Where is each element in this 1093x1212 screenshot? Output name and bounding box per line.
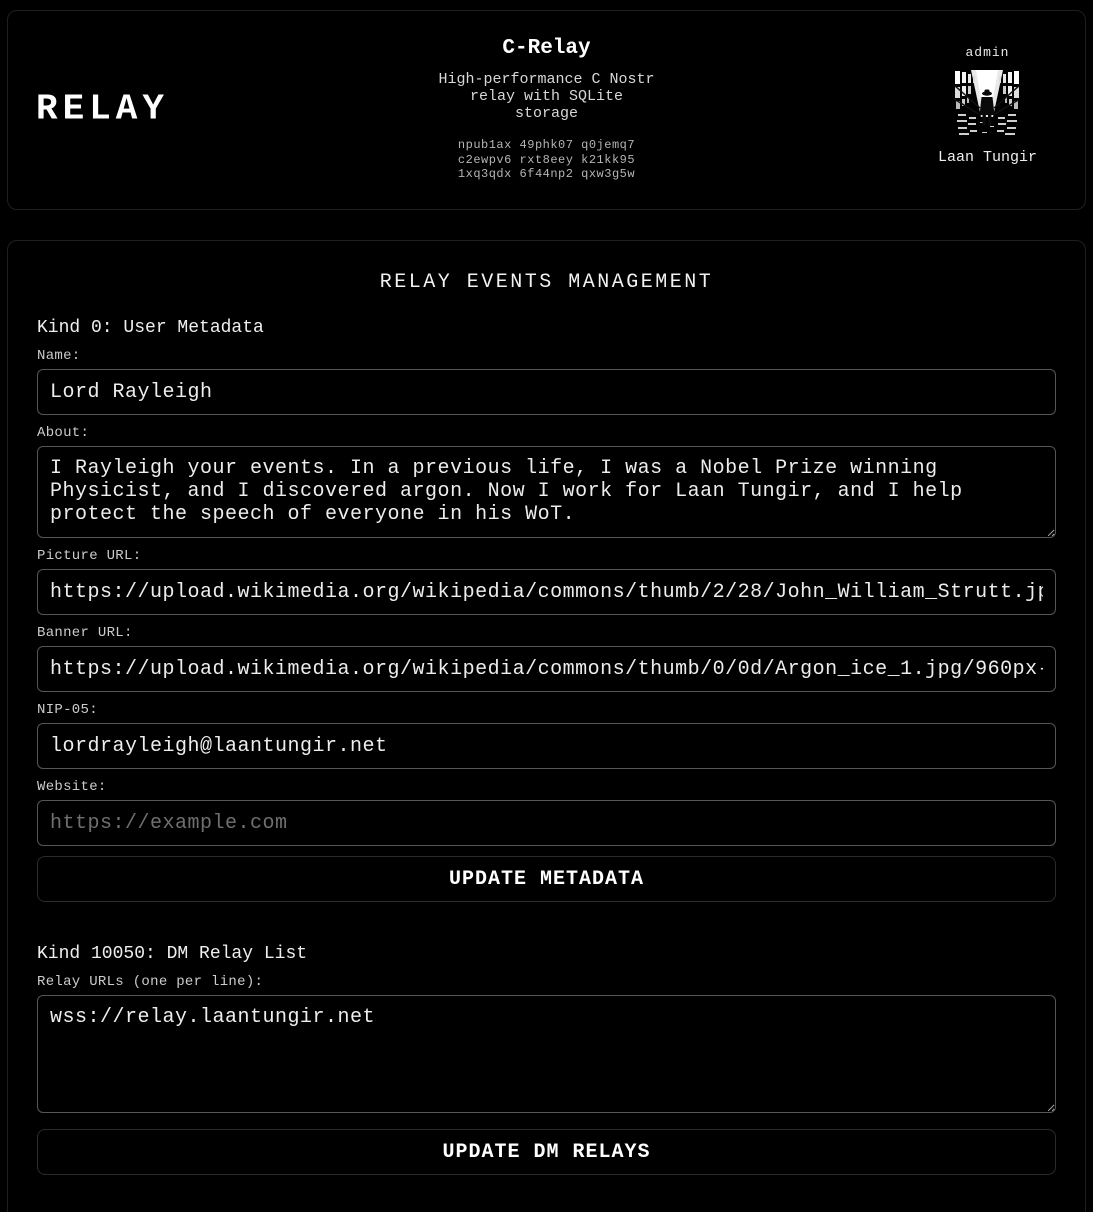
name-input[interactable] <box>37 369 1056 415</box>
kind0-heading: Kind 0: User Metadata <box>37 318 264 338</box>
admin-name: Laan Tungir <box>937 149 1037 166</box>
app-title: C-Relay <box>502 37 591 60</box>
relay-urls-textarea[interactable] <box>37 995 1056 1113</box>
npub-line: c2ewpv6 rxt8eey k21kk95 <box>457 152 636 167</box>
page-title: RELAY EVENTS MANAGEMENT <box>379 271 714 294</box>
npub-line: 1xq3qdx 6f44np2 qxw3g5w <box>457 167 636 181</box>
website-label: Website: <box>37 779 107 795</box>
app-subtitle-line: High-performance C Nostr <box>438 71 655 88</box>
update-metadata-button[interactable]: UPDATE METADATA <box>37 856 1056 902</box>
npub-line: npub1ax 49phk07 q0jemq7 <box>457 138 636 152</box>
about-label: About: <box>37 425 90 441</box>
relay-logo: RELAY <box>36 88 170 130</box>
admin-avatar-image <box>954 70 1020 140</box>
name-label: Name: <box>37 348 81 364</box>
app-subtitle-line: relay with SQLite <box>469 88 624 105</box>
npub-block <box>438 138 654 182</box>
site-header <box>7 10 1086 210</box>
admin-role-label: admin <box>965 45 1010 60</box>
kind10050-section <box>37 944 1056 1175</box>
nip05-input[interactable] <box>37 723 1056 769</box>
relay-events-panel <box>7 240 1086 1212</box>
header-center <box>438 11 654 182</box>
admin-block <box>938 11 1037 166</box>
nip05-label: NIP-05: <box>37 702 98 718</box>
banner-url-label: Banner URL: <box>37 625 133 641</box>
kind0-section <box>37 318 1056 902</box>
picture-url-label: Picture URL: <box>37 548 142 564</box>
update-dm-relays-button[interactable]: UPDATE DM RELAYS <box>37 1129 1056 1175</box>
picture-url-input[interactable] <box>37 569 1056 615</box>
app-subtitle-line: storage <box>514 105 579 122</box>
kind10050-heading: Kind 10050: DM Relay List <box>37 944 308 964</box>
banner-url-input[interactable] <box>37 646 1056 692</box>
website-input[interactable] <box>37 800 1056 846</box>
about-textarea[interactable] <box>37 446 1056 538</box>
relay-urls-label: Relay URLs (one per line): <box>37 974 264 990</box>
